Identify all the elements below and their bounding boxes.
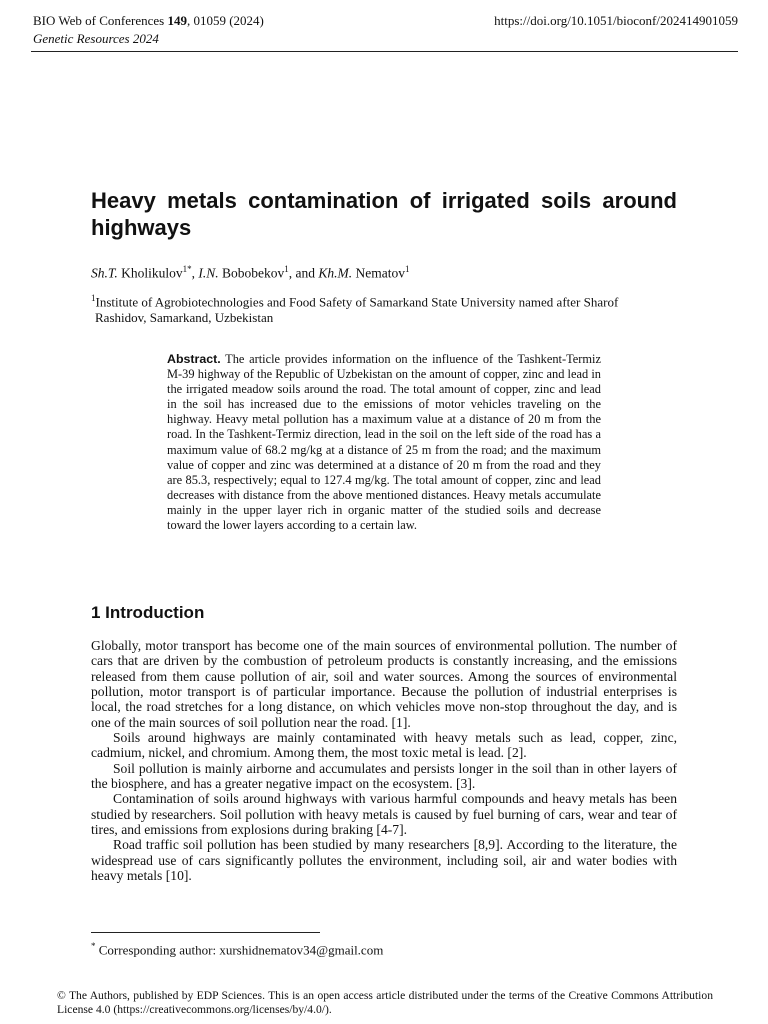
footnote-divider <box>91 932 320 933</box>
corresponding-author-footnote: * Corresponding author: xurshidnematov34@gmail.com <box>91 941 384 958</box>
volume-number: 149 <box>167 13 187 28</box>
doi-link[interactable]: https://doi.org/10.1051/bioconf/202414901059 <box>494 13 738 28</box>
abstract <box>167 352 601 533</box>
paper-title: Heavy metals contamination of irrigated soils around highways <box>91 188 677 240</box>
running-header <box>33 12 264 48</box>
section-heading: 1 Introduction <box>91 603 205 622</box>
paragraph: Soils around highways are mainly contaminated with heavy metals such as lead, copper, zinc, cadmium, nickel, and chromium. Among them, the most toxic metal is lead. [2]. <box>91 730 677 761</box>
license-notice: © The Authors, published by EDP Sciences. This is an open access article distributed under the terms of the Creative Commons Attribution License 4.0 (https://creativecommons.org/licenses/by/4.0/). <box>57 989 713 1016</box>
section-body <box>91 638 677 884</box>
affiliation: $^1$Institute of Agrobiotechnologies and Food Safety of Samarkand State University named after Sharof Rashidov, Samarkand, Uzbekistan <box>91 293 619 326</box>
abstract-label: Abstract. <box>167 352 221 366</box>
abstract-text: The article provides information on the influence of the Tashkent-Termiz M-39 highway of the Republic of Uzbekistan on the amount of copper, zinc and lead in the irrigated meadow soils around the road. The total amount of copper, zinc and lead in the soil has increased due to the emissions of motor vehicles traveling on the highway. Heavy metal pollution has a maximum value at a distance of 20 m from the road. In the Tashkent-Termiz direction, lead in the soil on the left side of the road has a maximum value of 68.2 mg/kg at a distance of 25 m from the road; and the maximum value of copper and zinc was determined at a distance of 20 m from the road and they are 85.3, respectively; equal to 127.4 mg/kg. The total amount of copper, zinc and lead decreases with distance from the above mentioned distances. Heavy metals accumulate mainly in the upper layer rich in organic matter of the studied soils and decrease toward the lower layers according to a certain law. <box>167 352 602 533</box>
header-divider <box>31 51 738 52</box>
paragraph: Contamination of soils around highways with various harmful compounds and heavy metals has been studied by researchers. Soil pollution with heavy metals is caused by fuel burning of cars, wear and tear of tires, and emissions from explosions during braking [4-7]. <box>91 791 677 838</box>
paragraph: Road traffic soil pollution has been studied by many researchers [8,9]. According to the literature, the widespread use of cars significantly pollutes the environment, including soil, air and water bodies with heavy metals [10]. <box>91 837 677 884</box>
paragraph: Soil pollution is mainly airborne and accumulates and persists longer in the soil than in other layers of the biosphere, and has a greater negative impact on the ecosystem. [3]. <box>91 760 677 792</box>
paragraph: Globally, motor transport has become one of the main sources of environmental pollution. The number of cars that are driven by the combustion of petroleum products is constantly increasing, and the emissions released from them cause pollution of air, soil and water sources. Among the sources of environmental pollution, motor transport is of particular importance. Because the pollution of industrial enterprises is local, the road stretches for a long distance, on which vehicles move non-stop throughout the day, and is one of the main sources of soil pollution near the road. [1]. <box>91 638 677 730</box>
journal-citation: BIO Web of Conferences 149, 01059 (2024) <box>33 13 264 28</box>
proceedings-name: Genetic Resources 2024 <box>33 31 159 46</box>
author-list: Sh.T. Kholikulov$^{1*}$, I.N. Bobobekov$^1$, and Kh.M. Nematov$^1$ <box>91 264 410 281</box>
